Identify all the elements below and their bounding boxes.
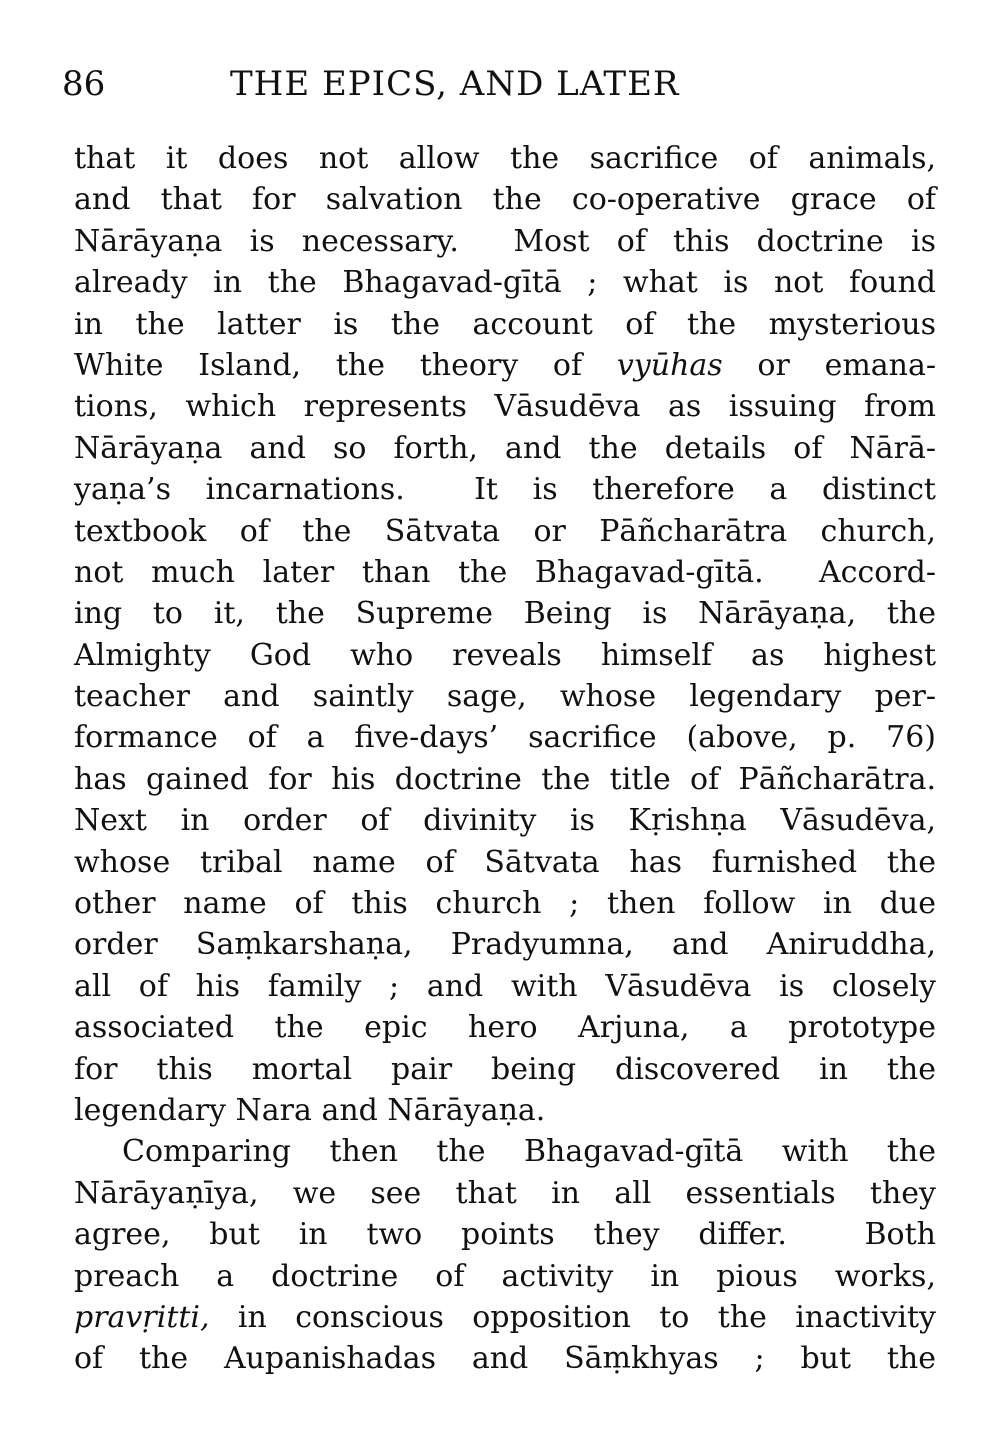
text-segment: order Saṃkarshaṇa, Pradyumna, and Aniruddha, — [74, 927, 936, 963]
text-segment: of the Aupanishadas and Sāṃkhyas ; but the — [74, 1341, 936, 1377]
text-segment: preach a doctrine of activity in pious works, — [74, 1258, 936, 1294]
text-segment: associated the epic hero Arjuna, a prototype — [74, 1010, 936, 1046]
text-segment: Nārāyaṇīya, we see that in all essentials they — [74, 1175, 936, 1211]
text-segment: Nārāyaṇa is necessary. Most of this doctrine is — [74, 223, 936, 259]
text-line — [74, 1049, 936, 1090]
text-segment: textbook of the Sātvata or Pāñcharātra church, — [74, 513, 936, 549]
text-line — [74, 469, 936, 510]
text-line — [74, 1297, 936, 1338]
text-line — [74, 179, 936, 220]
text-segment: Next in order of divinity is Kṛishṇa Vāsudēva, — [74, 803, 936, 839]
text-line — [74, 1173, 936, 1214]
text-line — [74, 883, 936, 924]
text-segment: not much later than the Bhagavad-gītā. Accord- — [74, 554, 936, 590]
text-line — [74, 635, 936, 676]
text-segment: or emana- — [722, 347, 937, 383]
text-line — [74, 800, 936, 841]
text-segment: tions, which represents Vāsudēva as issuing from — [74, 389, 936, 425]
text-line — [74, 1131, 936, 1172]
text-segment: yaṇa’s incarnations. It is therefore a distinct — [74, 472, 936, 508]
text-line — [74, 221, 936, 262]
text-line — [74, 676, 936, 717]
text-line — [74, 924, 936, 965]
text-line — [74, 1007, 936, 1048]
text-line — [74, 1090, 936, 1131]
text-line — [74, 511, 936, 552]
page-header — [62, 62, 782, 106]
text-segment: ing to it, the Supreme Being is Nārāyaṇa, the — [74, 596, 936, 632]
text-line — [74, 759, 936, 800]
text-line — [74, 262, 936, 303]
text-segment: for this mortal pair being discovered in the — [74, 1051, 936, 1087]
page-number: 86 — [62, 64, 106, 104]
text-segment: whose tribal name of Sātvata has furnished the — [74, 844, 936, 880]
text-segment: teacher and saintly sage, whose legendary per- — [74, 679, 936, 715]
text-line — [74, 966, 936, 1007]
body-text — [74, 138, 936, 1380]
text-line — [74, 138, 936, 179]
text-segment: White Island, the theory of — [74, 347, 617, 383]
italic-term: pravṛitti, — [74, 1299, 210, 1335]
text-line — [74, 1338, 936, 1379]
text-segment: all of his family ; and with Vāsudēva is closely — [74, 968, 936, 1004]
text-line — [74, 1256, 936, 1297]
text-line — [74, 593, 936, 634]
text-segment: Comparing then the Bhagavad-gītā with the — [122, 1134, 936, 1170]
text-line — [74, 428, 936, 469]
text-line — [74, 552, 936, 593]
text-segment: and that for salvation the co-operative grace of — [74, 182, 936, 218]
text-line — [74, 345, 936, 386]
text-segment: other name of this church ; then follow in due — [74, 886, 936, 922]
text-line — [74, 386, 936, 427]
text-segment: already in the Bhagavad-gītā ; what is not found — [74, 265, 936, 301]
running-head: THE EPICS, AND LATER — [230, 64, 680, 104]
text-segment: in the latter is the account of the mysterious — [74, 306, 936, 342]
text-segment: has gained for his doctrine the title of Pāñcharātra. — [74, 761, 936, 797]
text-segment: Nārāyaṇa and so forth, and the details of Nārā- — [74, 430, 936, 466]
text-segment: formance of a five-days’ sacrifice (above, p. 76) — [74, 720, 936, 756]
text-segment: legendary Nara and Nārāyaṇa. — [74, 1092, 546, 1128]
text-segment: Almighty God who reveals himself as highest — [74, 637, 936, 673]
text-line — [74, 1214, 936, 1255]
italic-term: vyūhas — [616, 347, 723, 383]
text-segment: agree, but in two points they differ. Both — [74, 1217, 936, 1253]
text-segment: in conscious opposition to the inactivity — [209, 1299, 936, 1335]
text-segment: that it does not allow the sacrifice of animals, — [74, 141, 936, 176]
text-line — [74, 304, 936, 345]
text-line — [74, 842, 936, 883]
text-line — [74, 717, 936, 758]
